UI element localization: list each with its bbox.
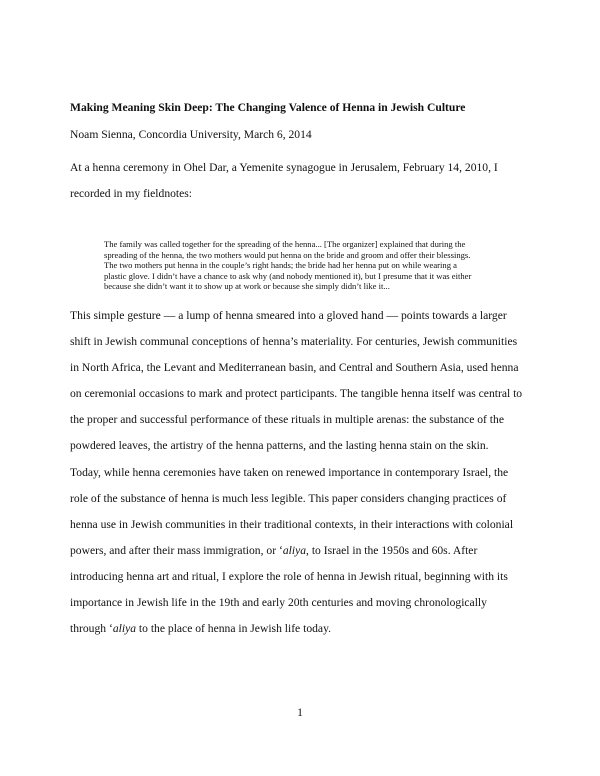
quote-line: The family was called together for the spreading of the henna... [The organizer] explained that during the xyxy=(104,239,466,249)
body-paragraph xyxy=(70,303,530,642)
block-quote xyxy=(104,239,524,292)
text-line: shift in Jewish communal conceptions of henna’s materiality. For centuries, Jewish communities xyxy=(70,335,518,349)
quote-line: because she didn’t want it to show up at work or because she simply didn’t like it... xyxy=(104,281,390,292)
text-line: importance in Jewish life in the 19th and early 20th centuries and moving chronologically xyxy=(70,596,487,610)
quote-line: The two mothers put henna in the couple’s right hands; the bride had her henna put on while wearing a xyxy=(104,260,457,271)
page-number: 1 xyxy=(297,706,303,719)
text-line: At a henna ceremony in Ohel Dar, a Yemenite synagogue in Jerusalem, February 14, 2010, I xyxy=(70,161,498,174)
text-segment: through ‘ xyxy=(70,622,113,636)
author-byline: Noam Sienna, Concordia University, March 6, 2014 xyxy=(70,128,312,141)
intro-paragraph xyxy=(70,155,530,207)
text-line: This simple gesture — a lump of henna smeared into a gloved hand — points towards a larger xyxy=(70,309,507,322)
text-line: powdered leaves, the artistry of the henna patterns, and the lasting henna stain on the skin. xyxy=(70,439,489,453)
paper-title: Making Meaning Skin Deep: The Changing Valence of Henna in Jewish Culture xyxy=(70,101,466,114)
text-line: the proper and successful performance of these rituals in multiple arenas: the substance of the xyxy=(70,413,504,427)
text-line: introducing henna art and ritual, I explore the role of henna in Jewish ritual, beginning with its xyxy=(70,569,508,583)
quote-line: plastic glove. I didn’t have a chance to ask why (and nobody mentioned it), but I presume that it was either xyxy=(104,270,472,281)
text-line: henna use in Jewish communities in their traditional contexts, in their interactions with colonial xyxy=(70,517,514,531)
text-line: recorded in my fieldnotes: xyxy=(70,187,193,201)
text-line: Today, while henna ceremonies have taken on renewed importance in contemporary Israel, the xyxy=(70,465,509,479)
italic-term: aliya xyxy=(282,543,307,557)
text-segment: to the place of henna in Jewish life today. xyxy=(136,622,332,636)
text-line xyxy=(70,538,530,564)
quote-line: spreading of the henna, the two mothers would put henna on the bride and groom and offer their blessings. xyxy=(104,249,471,260)
text-line xyxy=(70,616,530,642)
text-segment: powers, and after their mass immigration, or ‘ xyxy=(70,543,283,557)
italic-term: aliya xyxy=(112,622,137,636)
text-line: in North Africa, the Levant and Mediterranean basin, and Central and Southern Asia, used henna xyxy=(70,361,519,375)
text-line: role of the substance of henna is much less legible. This paper considers changing practices of xyxy=(70,491,507,505)
text-line: on ceremonial occasions to mark and protect participants. The tangible henna itself was central to xyxy=(70,387,523,401)
text-segment: , to Israel in the 1950s and 60s. After xyxy=(306,543,478,557)
